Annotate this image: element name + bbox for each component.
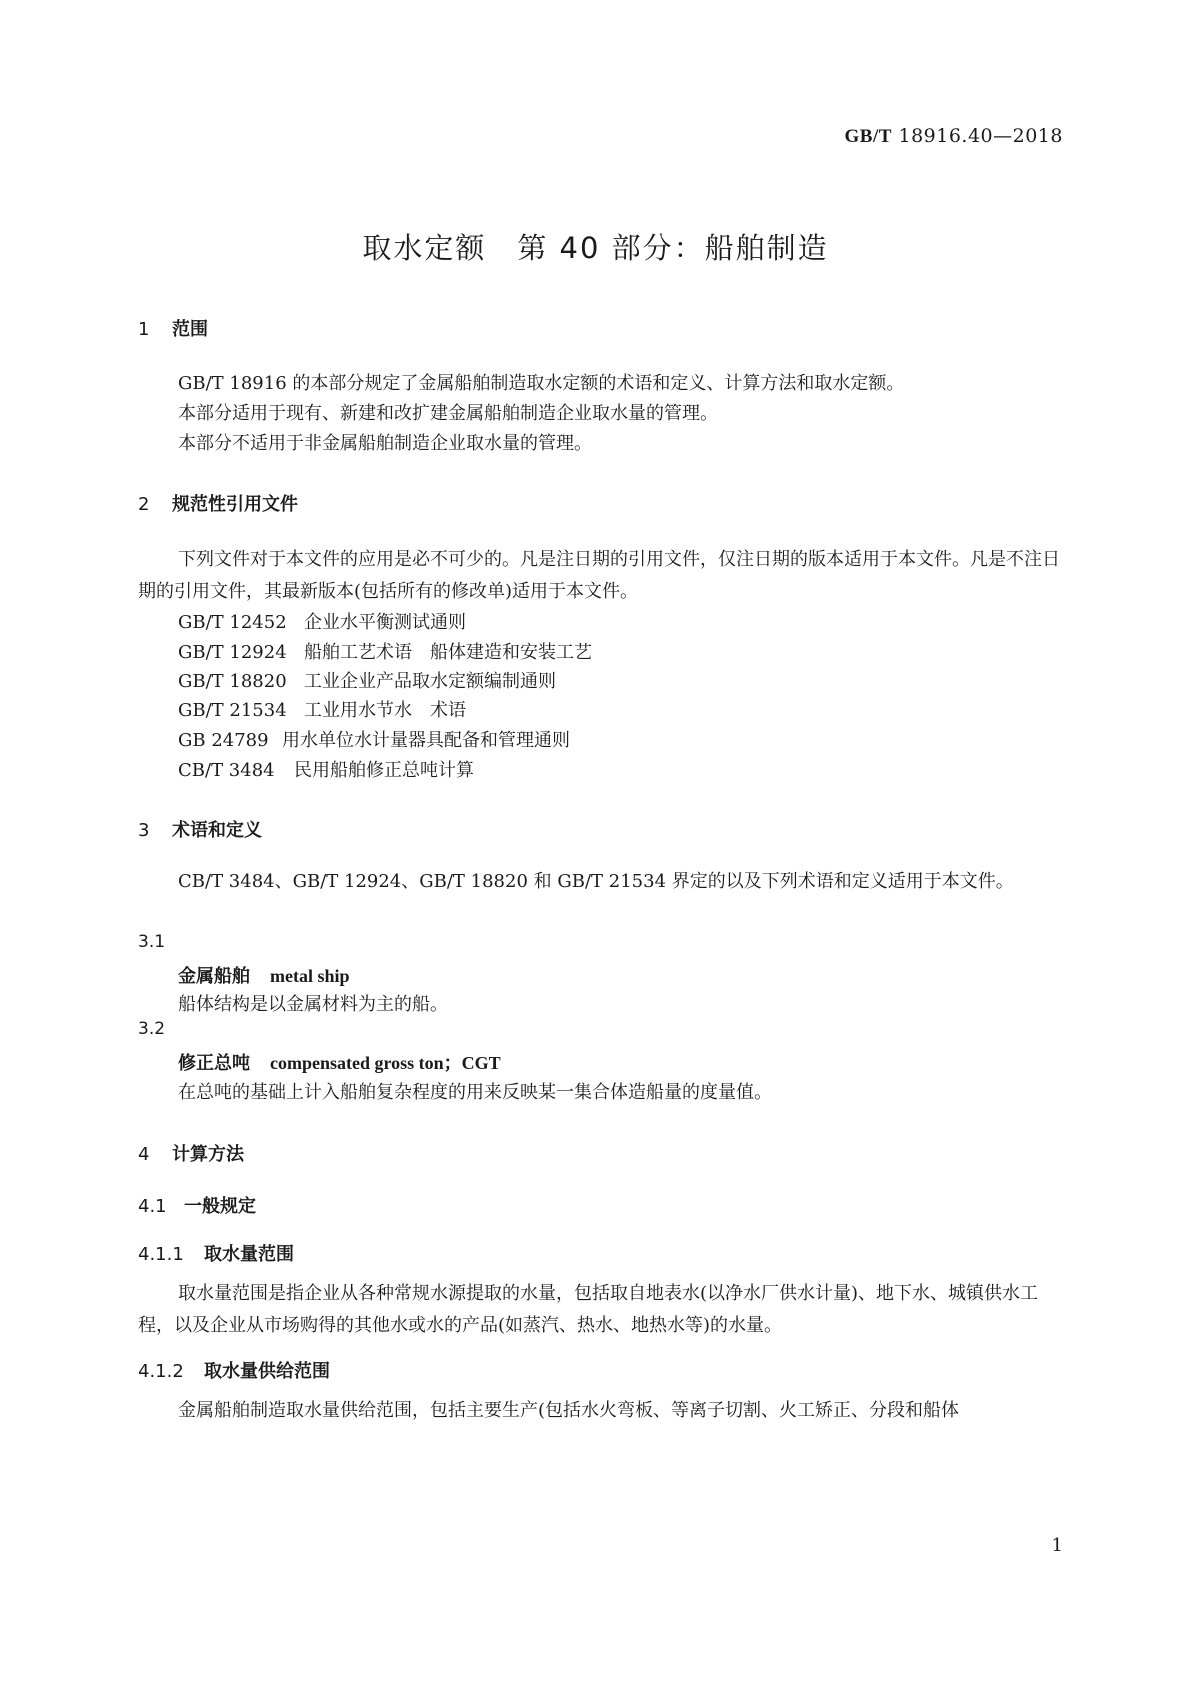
standard-code-prefix: GB/T	[844, 126, 892, 147]
term-chinese: 金属船舶	[178, 966, 250, 987]
term-definition: 船体结构是以金属材料为主的船。	[178, 994, 448, 1015]
term-definition: 在总吨的基础上计入船舶复杂程度的用来反映某一集合体造船量的度量值。	[178, 1082, 772, 1103]
reference-title: 工业用水节水 术语	[304, 700, 466, 721]
paragraph: 下列文件对于本文件的应用是必不可少的。凡是注日期的引用文件，仅注日期的版本适用于本文件。凡是不注日期的引用文件，其最新版本(包括所有的修改单)适用于本文件。	[138, 549, 1060, 602]
term-number: 3.1	[138, 932, 166, 952]
subsection-4-1-2-heading	[138, 1357, 330, 1383]
reference-title: 民用船舶修正总吨计算	[294, 760, 474, 781]
term-entry	[178, 962, 350, 988]
paragraph: 金属船舶制造取水量供给范围，包括主要生产(包括水火弯板、等离子切割、火工矫正、分段和船体	[178, 1400, 960, 1421]
paragraph: 取水量范围是指企业从各种常规水源提取的水量，包括取自地表水(以净水厂供水计量)、地下水、城镇供水工程，以及企业从市场购得的其他水或水的产品(如蒸汽、热水、地热水等)的水量。	[138, 1283, 1039, 1336]
reference-code: GB/T 21534	[178, 700, 287, 721]
reference-title: 企业水平衡测试通则	[304, 612, 466, 633]
term-english: compensated gross ton；CGT	[270, 1053, 501, 1073]
section-title: 范围	[172, 319, 208, 340]
standard-code-number: 18916.40—2018	[891, 125, 1063, 147]
section-4-heading	[138, 1140, 244, 1166]
term-chinese: 修正总吨	[178, 1053, 250, 1074]
section-number: 4.1.2	[138, 1361, 184, 1382]
section-number: 4.1	[138, 1196, 167, 1217]
section-number: 3	[138, 820, 150, 841]
section-title: 规范性引用文件	[172, 494, 298, 515]
paragraph: 本部分不适用于非金属船舶制造企业取水量的管理。	[178, 433, 592, 454]
reference-code: GB 24789	[178, 730, 269, 751]
reference-code: CB/T 3484	[178, 760, 275, 781]
document-title: 取水定额 第 40 部分：船舶制造	[362, 231, 829, 265]
reference-item	[178, 726, 570, 752]
reference-code: GB/T 12924	[178, 642, 287, 663]
reference-item	[178, 696, 466, 722]
section-title: 一般规定	[184, 1196, 256, 1217]
reference-item	[178, 756, 474, 782]
section-title: 计算方法	[172, 1144, 244, 1165]
section-number: 4	[138, 1144, 150, 1165]
section-2-heading	[138, 490, 298, 516]
section-3-heading	[138, 816, 262, 842]
reference-title: 工业企业产品取水定额编制通则	[304, 671, 556, 692]
subsection-4-1-heading	[138, 1192, 256, 1218]
reference-code: GB/T 12452	[178, 612, 287, 633]
section-title: 取水量范围	[204, 1244, 294, 1265]
page-number: 1	[1051, 1535, 1063, 1556]
reference-item	[178, 608, 466, 634]
paragraph: GB/T 18916 的本部分规定了金属船舶制造取水定额的术语和定义、计算方法和取水定额。	[178, 373, 905, 394]
term-english: metal ship	[270, 966, 350, 986]
subsection-4-1-1-heading	[138, 1240, 294, 1266]
reference-item	[178, 638, 592, 664]
section-title: 术语和定义	[172, 820, 262, 841]
reference-item	[178, 667, 556, 693]
section-1-heading	[138, 315, 208, 341]
term-entry	[178, 1049, 501, 1075]
paragraph: CB/T 3484、GB/T 12924、GB/T 18820 和 GB/T 21534 界定的以及下列术语和定义适用于本文件。	[178, 871, 1014, 892]
reference-title: 船舶工艺术语 船体建造和安装工艺	[304, 642, 592, 663]
section-title: 取水量供给范围	[204, 1361, 330, 1382]
section-number: 2	[138, 494, 150, 515]
standard-code	[845, 125, 1063, 148]
section-number: 1	[138, 319, 150, 340]
paragraph: 本部分适用于现有、新建和改扩建金属船舶制造企业取水量的管理。	[178, 403, 718, 424]
reference-code: GB/T 18820	[178, 671, 287, 692]
reference-title: 用水单位水计量器具配备和管理通则	[282, 730, 570, 751]
term-number: 3.2	[138, 1019, 166, 1039]
section-number: 4.1.1	[138, 1244, 184, 1265]
